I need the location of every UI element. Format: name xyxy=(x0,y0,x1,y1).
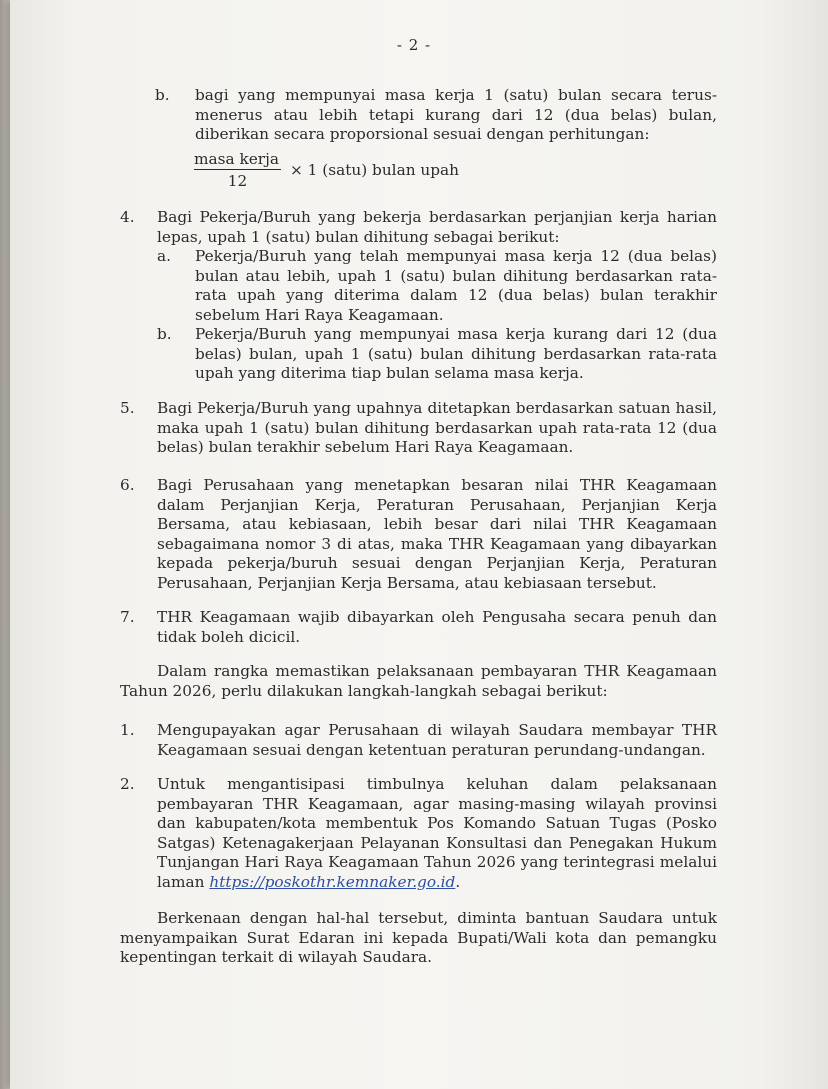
sub-item-text: Pekerja/Buruh yang mempunyai masa kerja kurang dari 12 (dua belas) bulan, upah 1 (satu) bulan dihitung berdasarkan rata-rata upah yang diterima tiap bulan selama masa kerja. xyxy=(195,325,717,383)
fraction-numerator: masa kerja xyxy=(194,150,279,168)
list-item-text: bagi yang mempunyai masa kerja 1 (satu) bulan secara terus-menerus atau lebih tetapi kurang dari 12 (dua belas) bulan, diberikan secara proporsional sesuai dengan perhitungan: xyxy=(195,86,717,144)
closing-paragraph: Berkenaan dengan hal-hal tersebut, diminta bantuan Saudara untuk menyampaikan Surat Edaran ini kepada Bupati/Wali kota dan pemangku kepentingan terkait di wilayah Saudara. xyxy=(120,909,717,967)
fraction-formula xyxy=(194,150,281,190)
sub-item-text: Pekerja/Buruh yang telah mempunyai masa kerja 12 (dua belas) bulan atau lebih, upah 1 (satu) bulan dihitung berdasarkan rata-rata upah yang diterima dalam 12 (dua belas) bulan terakhir sebelum Hari Raya Keagamaan. xyxy=(195,247,717,324)
list-item-text: Bagi Pekerja/Buruh yang upahnya ditetapkan berdasarkan satuan hasil, maka upah 1 (satu) bulan dihitung berdasarkan upah rata-rata 12 (dua belas) bulan terakhir sebelum Hari Raya Keagamaan. xyxy=(157,399,717,457)
list-marker: 5. xyxy=(120,399,135,417)
scan-page-edge xyxy=(0,0,10,1089)
list-marker: 4. xyxy=(120,208,135,226)
list-marker: 1. xyxy=(120,721,135,739)
list-item-text: Mengupayakan agar Perusahaan di wilayah Saudara membayar THR Keagamaan sesuai dengan ketentuan peraturan perundang-undangan. xyxy=(157,721,717,759)
list-marker: 7. xyxy=(120,608,135,626)
list-item-text: THR Keagamaan wajib dibayarkan oleh Pengusaha secara penuh dan tidak boleh dicicil. xyxy=(157,608,717,646)
formula-suffix: × 1 (satu) bulan upah xyxy=(290,161,460,179)
list-marker: b. xyxy=(155,86,170,104)
intro-paragraph: Dalam rangka memastikan pelaksanaan pembayaran THR Keagamaan Tahun 2026, perlu dilakukan langkah-langkah sebagai berikut: xyxy=(120,662,717,700)
list-item-text xyxy=(157,775,717,893)
list-item-text: Bagi Pekerja/Buruh yang bekerja berdasarkan perjanjian kerja harian lepas, upah 1 (satu) bulan dihitung sebagai berikut: xyxy=(157,208,717,246)
list-marker: 6. xyxy=(120,476,135,494)
list-marker: 2. xyxy=(120,775,135,793)
page-number: - 2 - xyxy=(396,36,432,54)
list-marker: b. xyxy=(157,325,172,343)
list-marker: a. xyxy=(157,247,171,265)
poskothr-link[interactable]: https://poskothr.kemnaker.go.id xyxy=(209,872,456,891)
step2-period: . xyxy=(455,872,461,891)
step2-text: Untuk mengantisipasi timbulnya keluhan dalam pelaksanaan pembayaran THR Keagamaan, agar masing-masing wilayah provinsi dan kabupaten/kota membentuk Pos Komando Satuan Tugas (Posko Satgas) Ketenagakerjaan Pelayanan Konsultasi dan Penegakan Hukum Tunjangan Hari Raya Keagamaan Tahun 2026 yang terintegrasi melalui laman xyxy=(157,775,717,891)
fraction-denominator: 12 xyxy=(227,172,248,190)
list-item-text: Bagi Perusahaan yang menetapkan besaran nilai THR Keagamaan dalam Perjanjian Kerja, Peraturan Perusahaan, Perjanjian Kerja Bersama, atau kebiasaan, lebih besar dari nilai THR Keagamaan sebagaimana nomor 3 di atas, maka THR Keagamaan yang dibayarkan kepada pekerja/buruh sesuai dengan Perjanjian Kerja, Peraturan Perusahaan, Perjanjian Kerja Bersama, atau kebiasaan tersebut. xyxy=(157,476,717,592)
